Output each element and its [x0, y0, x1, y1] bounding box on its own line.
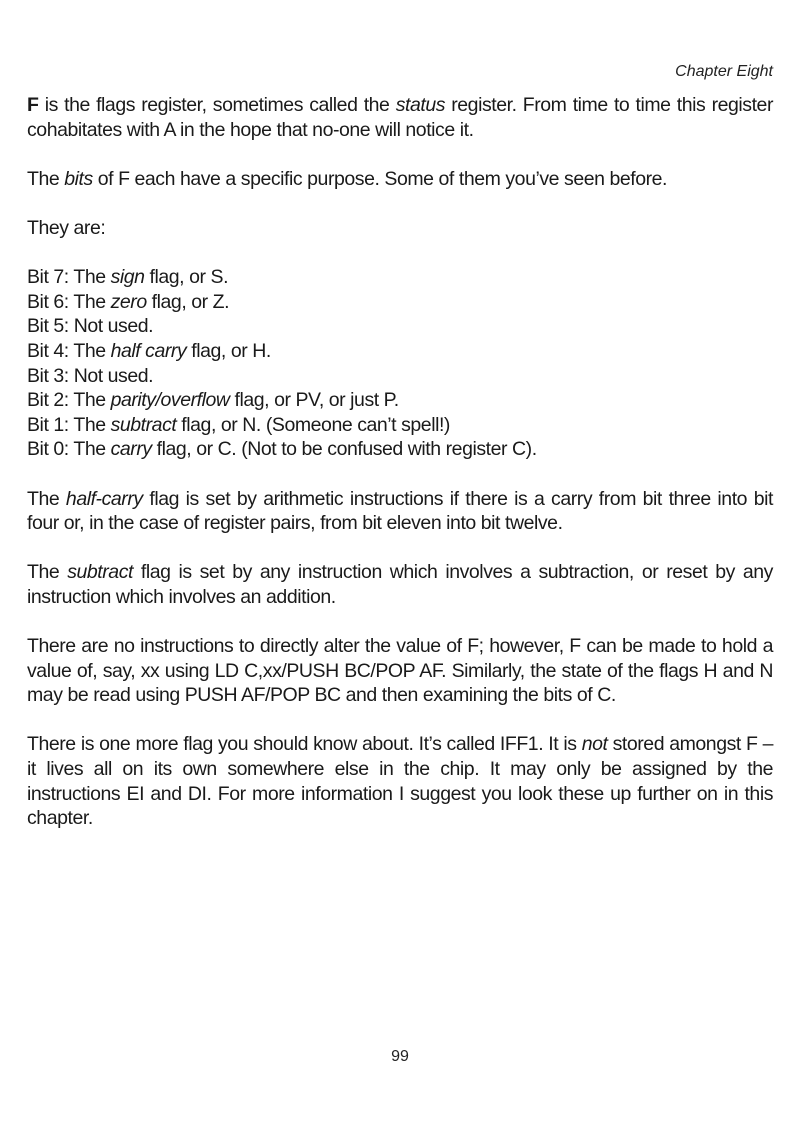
text: of F each have a specific purpose. Some of them you’ve seen before. [92, 167, 668, 190]
text: Bit 6: The [27, 290, 111, 313]
page-number: 99 [391, 1048, 409, 1065]
text: Bit 4: The [27, 339, 111, 362]
list-item [27, 290, 773, 315]
text: flag is set by arithmetic instructions if there is a carry from bit three into bit four or, in the case of register pairs, from bit eleven into bit twelve. [27, 487, 773, 535]
text: flag, or C. (Not to be confused with register C). [151, 438, 537, 461]
register-name: F [27, 94, 39, 116]
list-item [27, 314, 773, 339]
emphasis: half carry [110, 339, 187, 362]
emphasis: zero [110, 290, 147, 313]
text: flag, or H. [186, 339, 271, 362]
emphasis: sign [110, 266, 145, 289]
text: flag, or PV, or just P. [229, 389, 399, 412]
text: flag, or N. (Someone can’t spell!) [176, 413, 450, 436]
emphasis: not [581, 733, 608, 756]
list-item [27, 413, 773, 438]
emphasis: subtract [67, 561, 133, 584]
text: The [27, 487, 66, 510]
page-body [27, 93, 773, 855]
text: Bit 7: The [27, 266, 111, 289]
paragraph-bits [27, 167, 773, 192]
emphasis: carry [110, 438, 152, 461]
text: Bit 2: The [27, 389, 111, 412]
list-item [27, 265, 773, 290]
paragraph-half-carry [27, 487, 773, 536]
list-item [27, 437, 773, 462]
text: register. From time to time this register cohabitates with A in the hope that no-one will notice it. [27, 94, 773, 141]
emphasis: parity/overflow [110, 389, 230, 412]
text: flag, or S. [144, 266, 229, 289]
text: Bit 5: Not used. [27, 315, 154, 338]
emphasis: status [395, 94, 446, 116]
text: stored amongst F – it lives all on its own somewhere else in the chip. It may only be assigned by the instructions EI and DI. For more information I suggest you look these up further on in this chapter. [27, 733, 773, 830]
text: Bit 1: The [27, 413, 111, 436]
list-item [27, 339, 773, 364]
paragraph-alter-f: There are no instructions to directly alter the value of F; however, F can be made to hold a value of, say, xx using LD C,xx/PUSH BC/POP AF. Similarly, the state of the flags H and N may be read using PUSH AF/POP BC and then examining the bits of C. [27, 635, 773, 707]
chapter-header: Chapter Eight [675, 63, 773, 80]
list-item [27, 364, 773, 389]
paragraph-flags-register [27, 93, 773, 142]
emphasis: bits [64, 167, 93, 190]
list-item [27, 388, 773, 413]
text: Bit 3: Not used. [27, 364, 154, 387]
paragraph-subtract [27, 560, 773, 609]
bit-list [27, 265, 773, 462]
text: Bit 0: The [27, 438, 111, 461]
text: flag is set by any instruction which involves a subtraction, or reset by any instruction which involves an addition. [27, 561, 773, 608]
text: The [27, 561, 68, 584]
emphasis: subtract [110, 413, 177, 436]
text: flag, or Z. [146, 290, 230, 313]
paragraph-iff1 [27, 732, 773, 830]
text: There is one more flag you should know about. It’s called IFF1. It is [27, 733, 582, 756]
emphasis: half-carry [65, 487, 143, 510]
text: The [27, 167, 65, 190]
paragraph-they-are: They are: [27, 216, 106, 239]
text: is the flags register, sometimes called the [38, 94, 396, 116]
